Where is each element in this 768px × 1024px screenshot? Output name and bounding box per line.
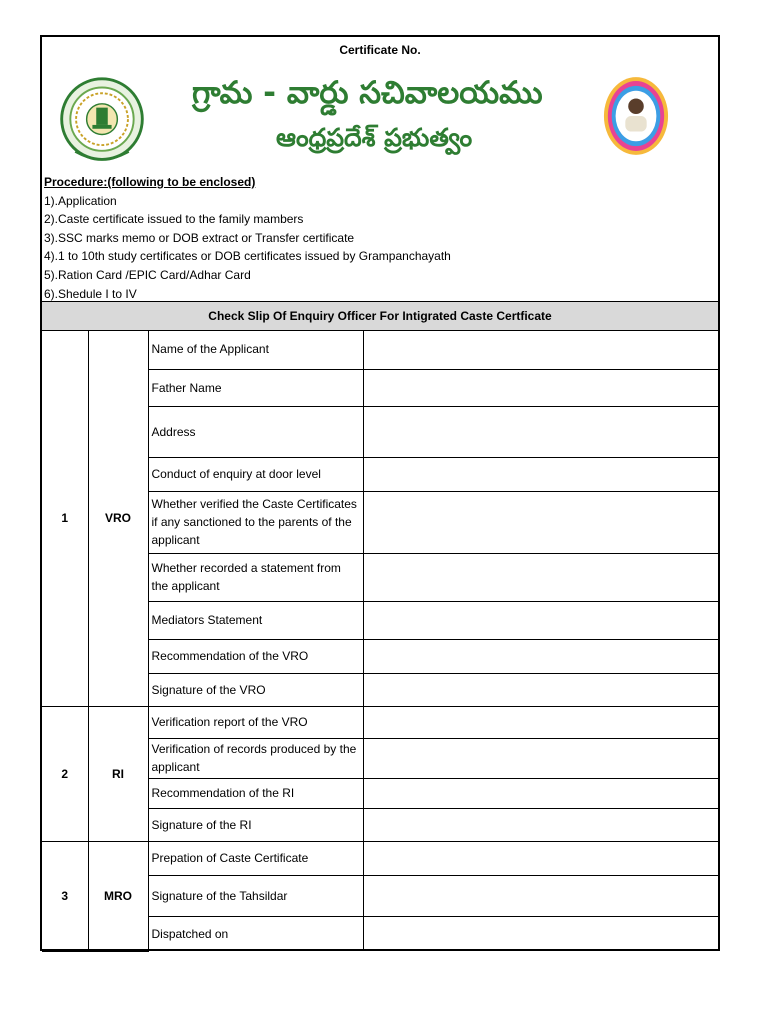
field-label: Father Name xyxy=(148,369,363,406)
field-label: Recommendation of the VRO xyxy=(148,639,363,673)
field-label: Dispatched on xyxy=(148,916,363,951)
section-number: 1 xyxy=(42,330,88,706)
subtitle-andhra-pradesh-government: ఆంధ్రప్రదేశ్ ప్రభుత్వం xyxy=(276,123,473,152)
procedure-section xyxy=(44,173,451,303)
field-value-cell[interactable] xyxy=(363,457,720,491)
field-label: Signature of the Tahsildar xyxy=(148,875,363,916)
scheme-logo-icon xyxy=(602,75,670,157)
certificate-number-label: Certificate No. xyxy=(339,43,421,57)
field-label: Prepation of Caste Certificate xyxy=(148,841,363,875)
field-label: Verification report of the VRO xyxy=(148,706,363,738)
field-value-cell[interactable] xyxy=(363,673,720,706)
section-role: RI xyxy=(88,706,148,841)
field-value-cell[interactable] xyxy=(363,330,720,369)
procedure-item: 3).SSC marks memo or DOB extract or Transfer certificate xyxy=(44,230,355,245)
section-number: 3 xyxy=(42,841,88,951)
table-row xyxy=(42,330,720,369)
field-value-cell[interactable] xyxy=(363,875,720,916)
field-value-cell[interactable] xyxy=(363,369,720,406)
field-value-cell[interactable] xyxy=(363,491,720,553)
procedure-item: 2).Caste certificate issued to the family mambers xyxy=(44,212,304,227)
field-value-cell[interactable] xyxy=(363,553,720,601)
section-number: 2 xyxy=(42,706,88,841)
table-row xyxy=(42,841,720,875)
certificate-sheet xyxy=(40,35,720,951)
field-label: Mediators Statement xyxy=(148,601,363,639)
field-label: Name of the Applicant xyxy=(148,330,363,369)
ap-state-emblem-icon xyxy=(54,75,150,171)
procedure-item: 1).Application xyxy=(44,193,117,208)
field-value-cell[interactable] xyxy=(363,601,720,639)
section-role: VRO xyxy=(88,330,148,706)
field-label: Whether recorded a statement from the applicant xyxy=(148,553,363,601)
field-label: Address xyxy=(148,406,363,457)
check-slip-table xyxy=(42,330,720,952)
section-role: MRO xyxy=(88,841,148,951)
field-value-cell[interactable] xyxy=(363,706,720,738)
field-label: Recommendation of the RI xyxy=(148,778,363,808)
field-value-cell[interactable] xyxy=(363,778,720,808)
field-label: Verification of records produced by the applicant xyxy=(148,738,363,778)
table-row xyxy=(42,706,720,738)
field-value-cell[interactable] xyxy=(363,808,720,841)
field-value-cell[interactable] xyxy=(363,639,720,673)
procedure-item: 4).1 to 10th study certificates or DOB certificates issued by Grampanchayath xyxy=(44,249,451,264)
field-label: Signature of the RI xyxy=(148,808,363,841)
field-value-cell[interactable] xyxy=(363,406,720,457)
field-value-cell[interactable] xyxy=(363,916,720,951)
procedure-item: 6).Shedule I to IV xyxy=(44,286,137,301)
field-label: Conduct of enquiry at door level xyxy=(148,457,363,491)
field-value-cell[interactable] xyxy=(363,841,720,875)
procedure-item: 5).Ration Card /EPIC Card/Adhar Card xyxy=(44,267,251,282)
field-value-cell[interactable] xyxy=(363,738,720,778)
field-label: Whether verified the Caste Certificates if any sanctioned to the parents of the applicant xyxy=(148,491,363,553)
check-slip-title: Check Slip Of Enquiry Officer For Intigrated Caste Certficate xyxy=(42,301,718,331)
procedure-heading: Procedure:(following to be enclosed) xyxy=(44,175,256,189)
field-label: Signature of the VRO xyxy=(148,673,363,706)
title-grama-ward-sachivalayam: గ్రామ - వార్డు సచివాలయము xyxy=(192,75,543,111)
